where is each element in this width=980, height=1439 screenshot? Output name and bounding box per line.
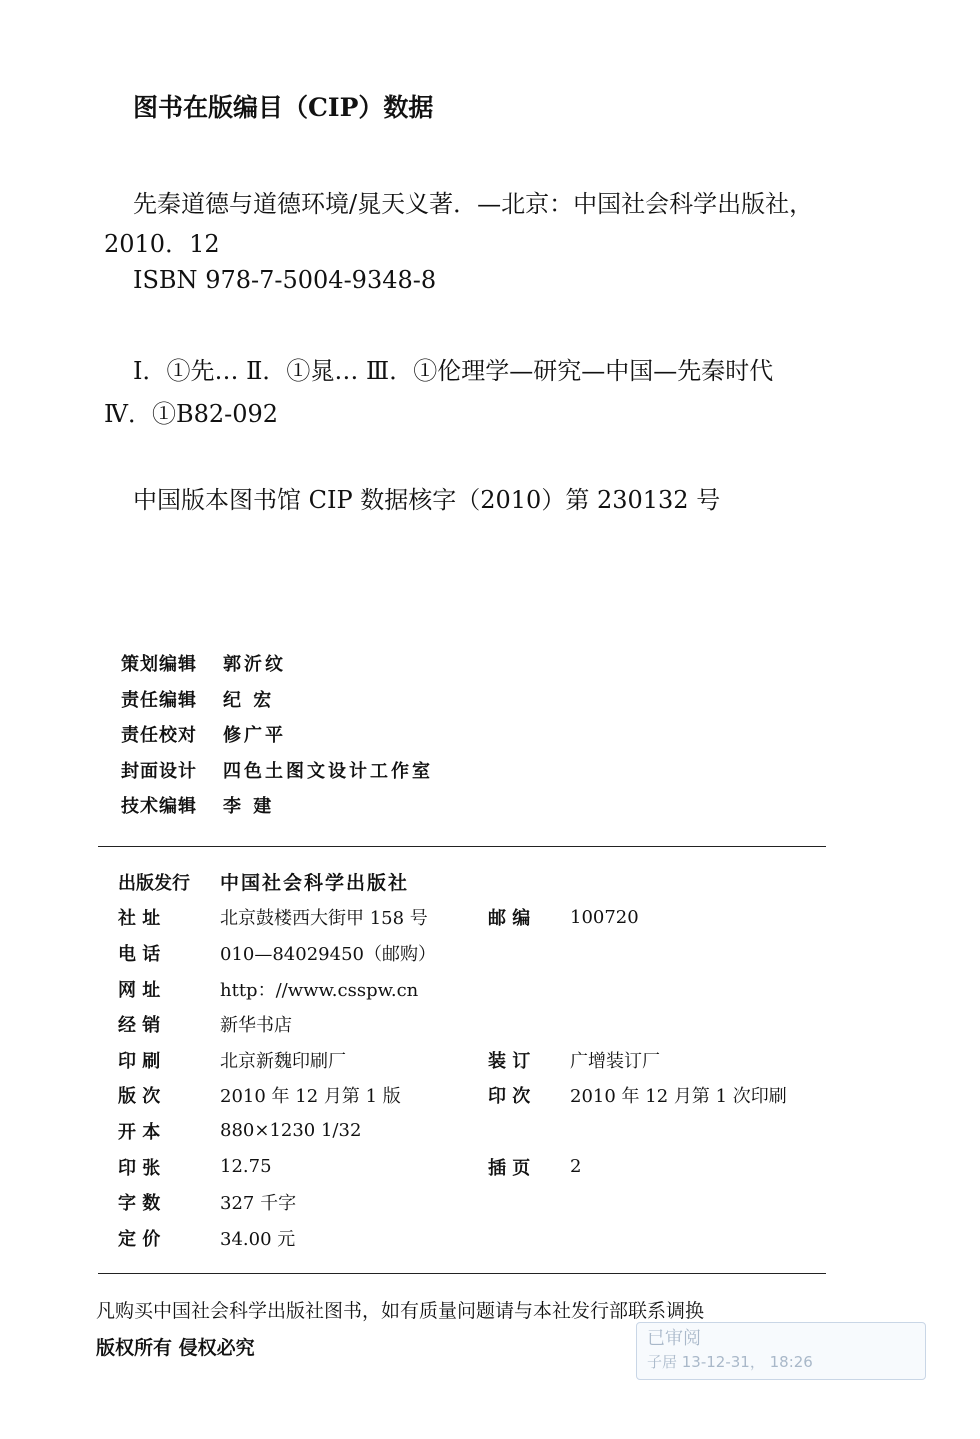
publisher-label: 出版发行 bbox=[118, 872, 190, 894]
words-value: 327 千字 bbox=[220, 1193, 297, 1215]
copyright-notice: 版权所有 侵权必究 bbox=[96, 1337, 255, 1359]
staff-name: 纪 宏 bbox=[223, 689, 275, 711]
distributor-label: 经 销 bbox=[118, 1015, 161, 1037]
website-value: http：//www.csspw.cn bbox=[220, 979, 419, 1001]
staff-row bbox=[121, 721, 433, 757]
postcode-value: 100720 bbox=[570, 906, 639, 928]
words-label: 字 数 bbox=[118, 1193, 161, 1215]
price-label: 定 价 bbox=[118, 1228, 161, 1250]
printing-value: 2010 年 12 月第 1 次印刷 bbox=[570, 1086, 787, 1108]
cip-approval-line: 中国版本图书馆 CIP 数据核字（2010）第 230132 号 bbox=[133, 486, 721, 514]
binding-value: 广增装订厂 bbox=[570, 1050, 660, 1072]
sheets-label: 印 张 bbox=[118, 1157, 161, 1179]
publisher-name: 中国社会科学出版社 bbox=[220, 872, 410, 895]
phone-label: 电 话 bbox=[118, 943, 161, 965]
cip-title-line: 先秦道德与道德环境/晁天义著．—北京：中国社会科学出版社， bbox=[133, 190, 814, 218]
divider-bottom bbox=[98, 1273, 826, 1274]
phone-value: 010—84029450（邮购） bbox=[220, 943, 436, 965]
staff-role: 技术编辑 bbox=[121, 796, 197, 817]
cip-heading: 图书在版编目（CIP）数据 bbox=[133, 93, 434, 122]
staff-name: 郭沂纹 bbox=[223, 654, 286, 675]
edition-row bbox=[118, 1078, 787, 1114]
address-value: 北京鼓楼西大街甲 158 号 bbox=[220, 908, 428, 930]
edition-value: 2010 年 12 月第 1 版 bbox=[220, 1086, 401, 1108]
edition-label: 版 次 bbox=[118, 1086, 161, 1108]
staff-role: 策划编辑 bbox=[121, 654, 197, 675]
staff-row bbox=[121, 650, 433, 686]
staff-credits bbox=[121, 650, 433, 828]
words-row bbox=[118, 1184, 787, 1220]
review-stamp-meta: 子居 13-12-31， 18:26 bbox=[647, 1353, 813, 1371]
distributor-value: 新华书店 bbox=[220, 1015, 292, 1037]
printer-value: 北京新魏印刷厂 bbox=[220, 1050, 346, 1072]
website-label: 网 址 bbox=[118, 979, 161, 1001]
insert-value: 2 bbox=[570, 1156, 582, 1178]
staff-name: 李 建 bbox=[223, 796, 275, 817]
printer-row bbox=[118, 1042, 787, 1078]
format-value: 880×1230 1/32 bbox=[220, 1120, 362, 1142]
address-label: 社 址 bbox=[118, 908, 161, 930]
cip-date-line: 2010．12 bbox=[104, 230, 220, 258]
sheets-row bbox=[118, 1149, 787, 1185]
staff-name: 修广平 bbox=[223, 725, 286, 746]
binding-label: 装 订 bbox=[488, 1050, 531, 1072]
review-stamp bbox=[636, 1322, 926, 1380]
staff-role: 责任编辑 bbox=[121, 689, 197, 711]
cip-isbn-line: ISBN 978-7-5004-9348-8 bbox=[133, 266, 437, 294]
review-stamp-title: 已审阅 bbox=[647, 1328, 701, 1349]
publication-info bbox=[118, 864, 787, 1256]
address-row bbox=[118, 900, 787, 936]
format-label: 开 本 bbox=[118, 1121, 161, 1143]
cip-classification-line: Ⅰ．①先… Ⅱ．①晁… Ⅲ．①伦理学—研究—中国—先秦时代 bbox=[133, 357, 774, 385]
format-row bbox=[118, 1113, 787, 1149]
divider-top bbox=[98, 846, 826, 847]
staff-role: 责任校对 bbox=[121, 725, 197, 746]
price-value: 34.00 元 bbox=[220, 1228, 296, 1250]
distributor-row bbox=[118, 1006, 787, 1042]
postcode-label: 邮 编 bbox=[488, 908, 531, 930]
insert-label: 插 页 bbox=[488, 1157, 531, 1179]
cip-classification-line-2: Ⅳ．①B82-092 bbox=[104, 400, 279, 428]
staff-row bbox=[121, 686, 433, 722]
staff-row bbox=[121, 757, 433, 793]
printer-label: 印 刷 bbox=[118, 1050, 161, 1072]
publisher-row bbox=[118, 864, 787, 900]
printing-label: 印 次 bbox=[488, 1086, 531, 1108]
staff-name: 四色土图文设计工作室 bbox=[223, 760, 433, 782]
staff-role: 封面设计 bbox=[121, 760, 197, 782]
sheets-value: 12.75 bbox=[220, 1156, 272, 1178]
phone-row bbox=[118, 935, 787, 971]
staff-row bbox=[121, 792, 433, 828]
website-row bbox=[118, 971, 787, 1007]
price-row bbox=[118, 1220, 787, 1256]
quality-notice: 凡购买中国社会科学出版社图书，如有质量问题请与本社发行部联系调换 bbox=[96, 1300, 705, 1322]
